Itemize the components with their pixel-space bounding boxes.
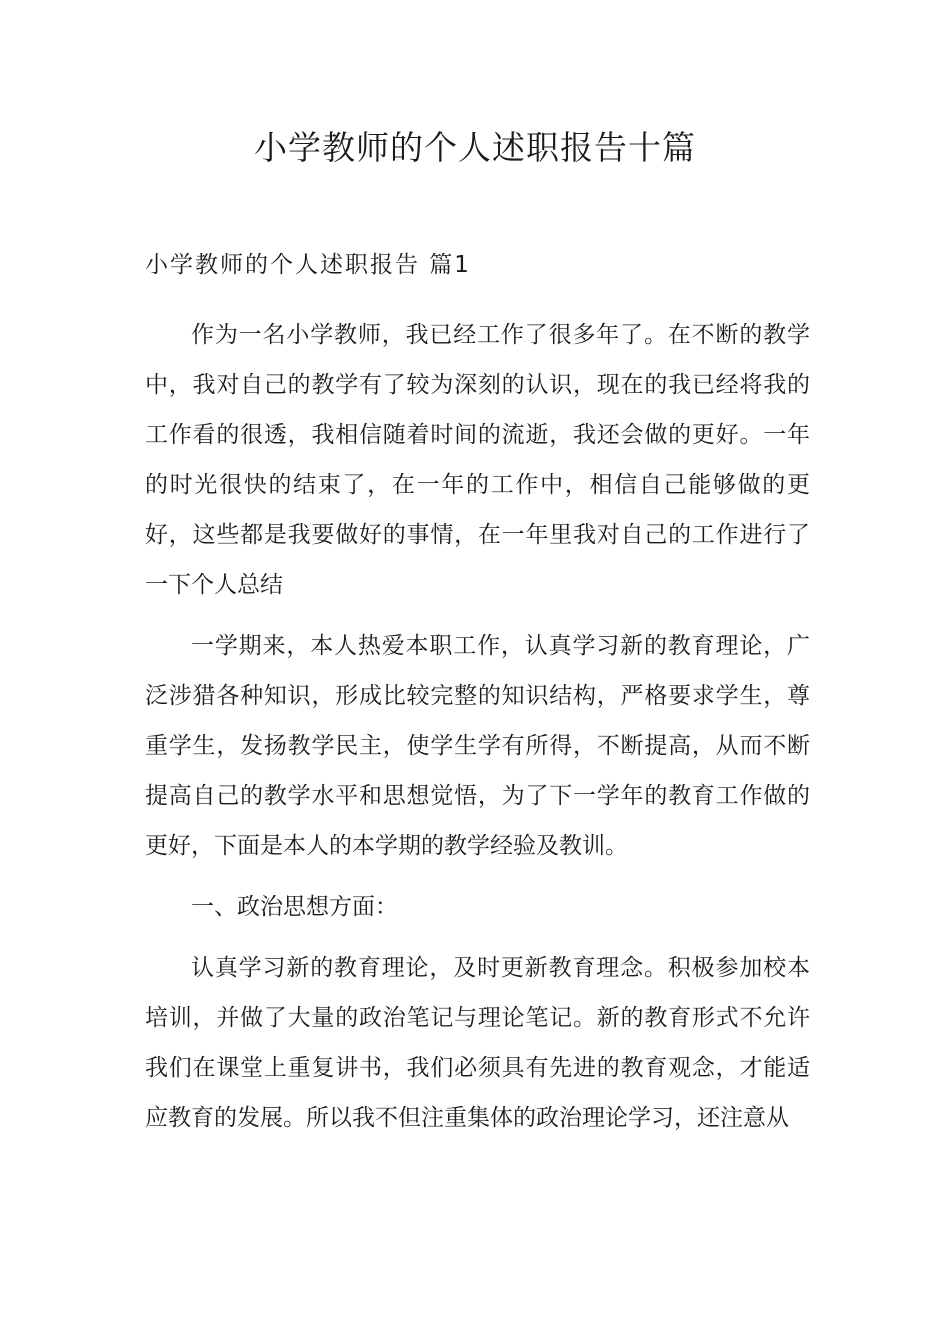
body-text [145, 310, 810, 1154]
paragraph: 作为一名小学教师，我已经工作了很多年了。在不断的教学中，我对自己的教学有了较为深刻的认识，现在的我已经将我的工作看的很透，我相信随着时间的流逝，我还会做的更好。一年的时光很快的结束了，在一年的工作中，相信自己能够做的更好，这些都是我要做好的事情，在一年里我对自己的工作进行了一下个人总结 [145, 322, 810, 598]
document-title: 小学教师的个人述职报告十篇 [254, 128, 696, 167]
paragraph: 一学期来，本人热爱本职工作，认真学习新的教育理论，广泛涉猎各种知识，形成比较完整的知识结构，严格要求学生，尊重学生，发扬教学民主，使学生学有所得，不断提高，从而不断提高自己的教学水平和思想觉悟，为了下一学年的教育工作做的更好，下面是本人的本学期的教学经验及教训。 [145, 633, 810, 859]
subsection-heading: 一、政治思想方面： [191, 894, 398, 920]
paragraph: 认真学习新的教育理论，及时更新教育理念。积极参加校本培训，并做了大量的政治笔记与理论笔记。新的教育形式不允许我们在课堂上重复讲书，我们必须具有先进的教育观念，才能适应教育的发展。所以我不但注重集体的政治理论学习，还注意从 [145, 955, 810, 1131]
section-heading: 小学教师的个人述职报告 篇1 [145, 252, 471, 278]
